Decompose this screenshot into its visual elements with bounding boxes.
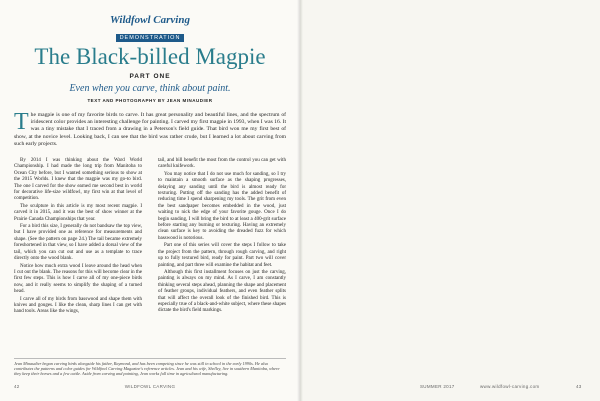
paragraph: You may notice that I do not use much for sanding, so I try to maintain a smooth surface as the shaping progresses, delaying any sanding until the bird is almost ready for texturing. Putting off the sanding has the added benefit of reducing time I spend sharpening my tools. The grit from even the best sandpaper becomes embedded in the wood, just waiting to nick the edge of your favorite gouge. Once I do begin sanding, I will bring the bird to at least a 400-grit surface before starting any burning or texturing. Having an extremely clean surface is key to avoiding the dreaded fuzz for which basswood is notorious. bbox=[158, 171, 286, 241]
url-footer: www.wildfowl-carving.com bbox=[480, 384, 540, 389]
paragraph: tail, and bill benefit the most from the control you can get with careful knifework. bbox=[158, 158, 286, 170]
article-credit: TEXT AND PHOTOGRAPHY BY JEAN MINAUDIER bbox=[87, 98, 213, 103]
body-column-1 bbox=[14, 158, 142, 317]
article-tagline: Even when you carve, think about paint. bbox=[69, 83, 231, 94]
right-page bbox=[300, 0, 600, 401]
paragraph: By 2014 I was thinking about the Ward World Championship. I had made the long trip from Manitoba to Ocean City before, but I wanted something serious to show at the 2015 Worlds. I knew that the magpie was my go-to bird. The one I carved for the show earned me second best in world for decorative life-size wildfowl, my first win at that level of competition. bbox=[14, 158, 142, 202]
series-script: Wildfowl Carving bbox=[110, 14, 190, 26]
spine-gutter bbox=[297, 0, 303, 401]
article-part: PART ONE bbox=[129, 73, 171, 80]
lead-paragraph bbox=[14, 109, 286, 148]
issue-footer: SUMMER 2017 bbox=[420, 384, 455, 389]
right-page-number: 43 bbox=[576, 384, 582, 389]
body-column-2 bbox=[158, 158, 286, 316]
magazine-title-footer: WILDFOWL CARVING bbox=[124, 384, 176, 389]
paragraph: The sculpture in this article is my most recent magpie. I carved it in 2015, and it was the best of show winner at the Prairie Canada Championships that year. bbox=[14, 203, 142, 222]
paragraph: For a bird this size, I generally do not bandsaw the top view, but I have provided one as reference for measurements and shape. (See the pattern on page 24.) The tail became extremely foreshortened in that view, so I have added a dorsal view of the tail, which you can cut out and use as a template to trace directly onto the wood blank. bbox=[14, 224, 142, 262]
series-demo-label: DEMONSTRATION bbox=[116, 34, 185, 42]
paragraph: Although this first installment focuses on just the carving, painting is always on my mind. As I carve, I am constantly thinking several steps ahead, planning the shape and placement of feather groups, individual feathers, and even feather splits that will affect the overall look of the finished bird. This is especially true of a black-and-white subject, where these shapes dictate the bird's field markings. bbox=[158, 269, 286, 314]
paragraph: Notice how much extra wood I leave around the head when I cut out the blank. The reasons for this will become clear in the first few steps. This is how I carve all of my one-piece birds now, and it really seems to simplify the shaping of a turned head. bbox=[14, 263, 142, 295]
left-page-number: 42 bbox=[14, 384, 20, 389]
series-banner bbox=[110, 14, 190, 44]
paragraph: Part one of this series will cover the steps I follow to take the project from the pattern, through rough carving, and right up to fully textured bird, ready for paint. Part two will cover painting, and part three will examine the habitat and feet. bbox=[158, 243, 286, 268]
author-bio-caption: Jean Minaudier began carving birds alongside his father, Raymond, and has been competing since he was still in school in the early 1990s. He also contributes the patterns and color guides for Wildfowl Carving Magazine's reference articles. Jean and his wife, Shelley, live in southern Manitoba, where they keep their horses and a few cattle. Aside from carving and painting, Jean works full time in agricultural manufacturing. bbox=[14, 358, 286, 377]
article-title: The Black-billed Magpie bbox=[34, 44, 266, 69]
lead-text: he magpie is one of my favorite birds to carve. It has great personality and beautiful lines, and the spectrum of iridescent color provides an interesting challenge for painting. I carved my first magpie in 1993, when I was 16. It was a tiny mistake that I traced from a drawing in a Peterson's field guide. That bird won me my first best of show, at the novice level. Looking back, I can see that the bird was rather crude, but I learned a lot about carving from such early projects. bbox=[14, 112, 286, 147]
paragraph: I carve all of my birds from basswood and shape them with knives and gouges. I like the clean, sharp lines I can get with hand tools. Areas like the wings, bbox=[14, 296, 142, 315]
drop-cap: T bbox=[14, 109, 29, 135]
